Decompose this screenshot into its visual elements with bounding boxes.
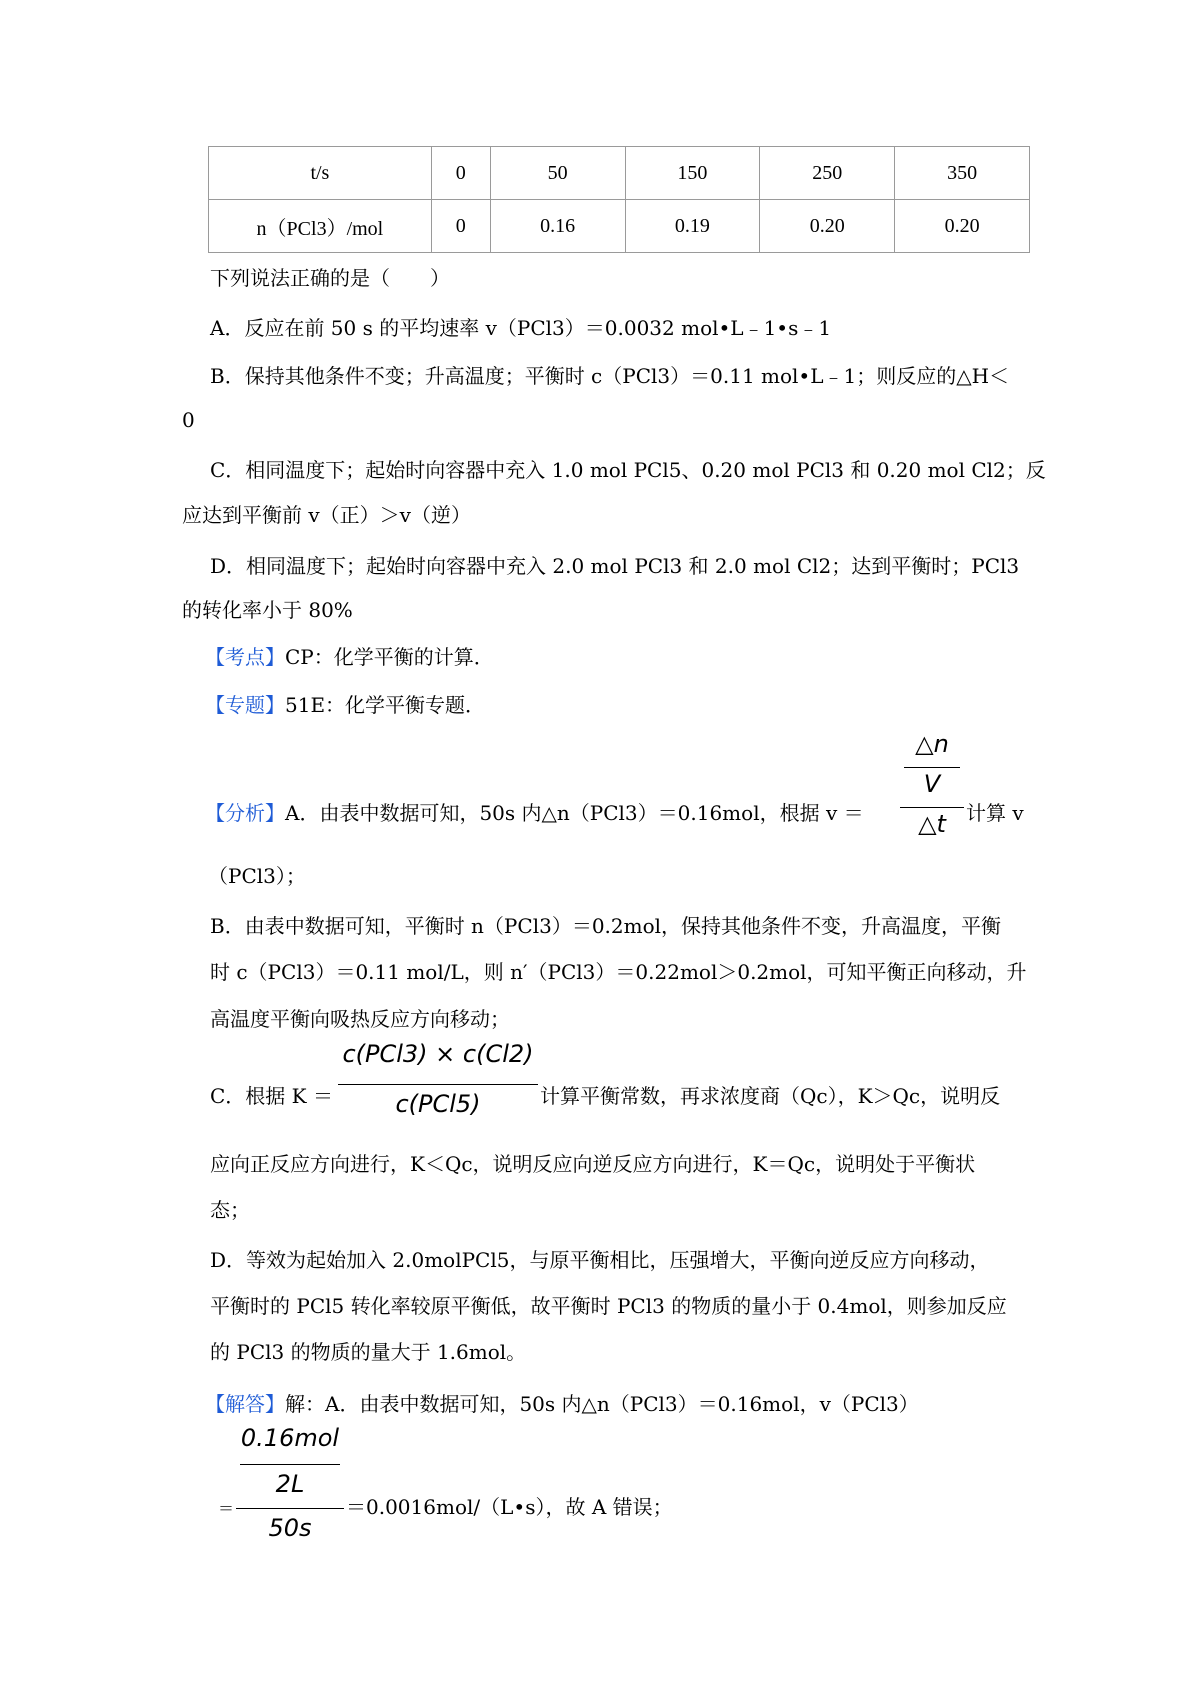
table-cell: t/s	[209, 147, 432, 200]
table-cell: 0.19	[625, 200, 760, 253]
calc-middle: 2L	[275, 1470, 305, 1498]
fenxi-a-text: A．由表中数据可知，50s 内△n（PCl3）＝0.16mol，根据 v ＝	[285, 801, 864, 825]
calc-numerator: 0.16mol	[240, 1424, 340, 1452]
fenxi-a-post: 计算 v	[966, 801, 1024, 825]
fenxi-a-line2: （PCl3）；	[208, 864, 306, 888]
data-table	[208, 146, 1030, 253]
table-cell: 0	[431, 200, 490, 253]
fenxi-c-pre: C．根据 K ＝	[210, 1084, 333, 1108]
formula-denominator: △t	[918, 810, 946, 838]
table-cell: 0	[431, 147, 490, 200]
fraction-bar	[338, 1084, 538, 1085]
option-c-cont: 应达到平衡前 v（正）＞v（逆）	[182, 503, 471, 527]
table-cell: 0.16	[490, 200, 625, 253]
option-b: B．保持其他条件不变；升高温度；平衡时 c（PCl3）＝0.11 mol•L﹣1；则反应的△H＜	[210, 364, 1010, 388]
table-cell: 250	[760, 147, 895, 200]
table-row	[209, 200, 1030, 253]
option-a: A．反应在前 50 s 的平均速率 v（PCl3）＝0.0032 mol•L﹣1•s﹣1	[210, 316, 832, 340]
fenxi-c-line2: 应向正反应方向进行，K＜Qc，说明反应向逆反应方向进行，K＝Qc，说明处于平衡状	[210, 1152, 976, 1176]
option-d-cont: 的转化率小于 80%	[182, 598, 353, 622]
option-b-cont: 0	[182, 408, 195, 432]
fraction-bar	[240, 1464, 340, 1465]
kaodian-line	[205, 643, 494, 671]
zhuanti-tag: 【专题】	[205, 693, 285, 717]
zhuanti-line	[205, 691, 485, 719]
formula-middle: V	[923, 770, 941, 798]
k-formula	[338, 1040, 538, 1130]
rate-calc-formula	[236, 1424, 344, 1544]
fraction-bar	[904, 767, 960, 768]
fenxi-d-line3: 的 PCl3 的物质的量大于 1.6mol。	[210, 1340, 527, 1364]
fenxi-c-post: 计算平衡常数，再求浓度商（Qc），K＞Qc，说明反	[540, 1084, 1001, 1108]
fenxi-b-line1: B．由表中数据可知，平衡时 n（PCl3）＝0.2mol，保持其他条件不变，升高温度，平衡	[210, 914, 1002, 938]
fraction-bar	[236, 1508, 344, 1509]
eq-sign: ＝	[218, 1499, 235, 1518]
fenxi-d-line2: 平衡时的 PCl5 转化率较原平衡低，故平衡时 PCl3 的物质的量小于 0.4mol，则参加反应	[210, 1294, 1007, 1318]
fenxi-d-line1: D．等效为起始加入 2.0molPCl5，与原平衡相比，压强增大，平衡向逆反应方向移动，	[210, 1248, 990, 1272]
kaodian-text: CP：化学平衡的计算．	[285, 645, 494, 669]
option-d: D．相同温度下；起始时向容器中充入 2.0 mol PCl3 和 2.0 mol Cl2；达到平衡时；PCl3	[210, 554, 1020, 578]
fenxi-c-line3: 态；	[210, 1198, 250, 1222]
fraction-bar	[900, 807, 964, 808]
k-denominator: c(PCl5)	[395, 1090, 481, 1118]
table-header-row	[209, 147, 1030, 200]
formula-numerator: △n	[915, 730, 949, 758]
fenxi-b-line2: 时 c（PCl3）＝0.11 mol/L，则 n′（PCl3）＝0.22mol＞0.2mol，可知平衡正向移动，升	[210, 960, 1027, 984]
question-text: 下列说法正确的是（ ）	[210, 266, 450, 290]
table-cell: 0.20	[895, 200, 1030, 253]
jieda-text: 解：A．由表中数据可知，50s 内△n（PCl3）＝0.16mol，v（PCl3）	[285, 1392, 919, 1416]
jieda-result: ＝0.0016mol/（L•s），故 A 错误；	[346, 1495, 673, 1519]
k-numerator: c(PCl3) × c(Cl2)	[342, 1040, 534, 1068]
fenxi-b-line3: 高温度平衡向吸热反应方向移动；	[210, 1007, 510, 1031]
table-cell: 350	[895, 147, 1030, 200]
rate-formula	[900, 730, 964, 840]
fenxi-tag: 【分析】	[205, 801, 285, 825]
jieda-line	[205, 1390, 919, 1418]
table-cell: 0.20	[760, 200, 895, 253]
table-cell: 50	[490, 147, 625, 200]
jieda-tag: 【解答】	[205, 1392, 285, 1416]
table-cell: n（PCl3）/mol	[209, 200, 432, 253]
kaodian-tag: 【考点】	[205, 645, 285, 669]
table-cell: 150	[625, 147, 760, 200]
calc-denominator: 50s	[268, 1514, 312, 1542]
zhuanti-text: 51E：化学平衡专题．	[285, 693, 486, 717]
option-c: C．相同温度下；起始时向容器中充入 1.0 mol PCl5、0.20 mol PCl3 和 0.20 mol Cl2；反	[210, 458, 1046, 482]
fenxi-a-line	[205, 799, 864, 827]
